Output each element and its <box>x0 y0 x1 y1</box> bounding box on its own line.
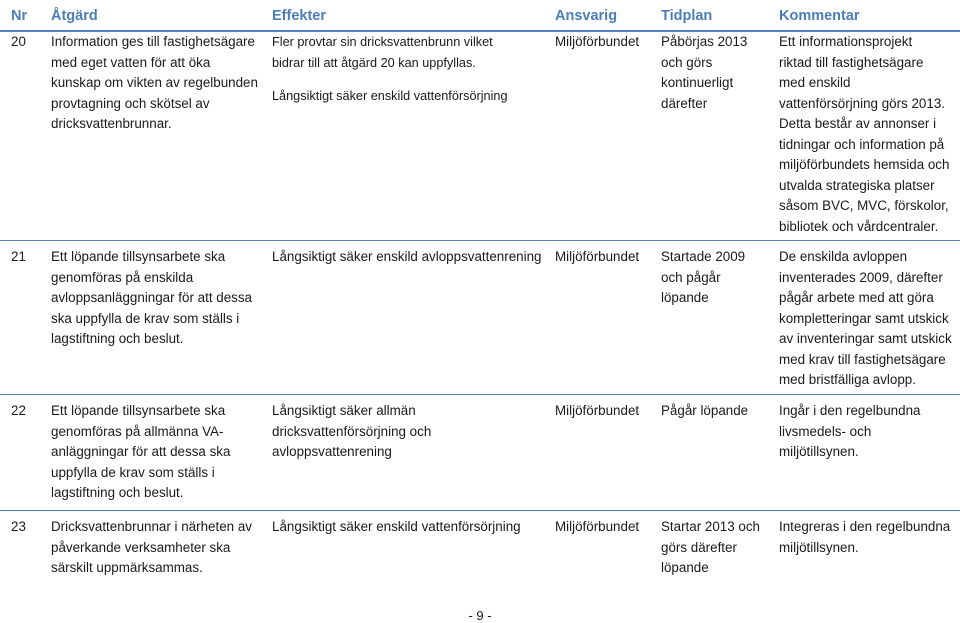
row-divider <box>0 240 960 241</box>
row-kommentar: De enskilda avloppen inventerades 2009, därefter pågår arbete med att göra kompletteringar samt utskick av inventeringar samt utskick med krav till fastighetsägare med bristfälliga avlopp. <box>779 249 952 387</box>
column-header-effekter: Effekter <box>272 8 326 24</box>
row-atgard: Ett löpande tillsynsarbete ska genomföras på allmänna VA- anläggningar för att dessa ska uppfylla de krav som ställs i lagstiftning och beslut. <box>51 403 231 500</box>
row-number: 23 <box>11 519 26 534</box>
row-kommentar: Ett informationsprojekt riktad till fastighetsägare med enskild vattenförsörjning görs 2013. Detta består av annonser i tidningar och information på miljöförbundets hemsida och utvalda strategiska platser såsom BVC, MVC, förskolor, bibliotek och vårdcentraler. <box>779 34 950 234</box>
row-atgard: Dricksvattenbrunnar i närheten av påverkande verksamheter ska särskilt uppmärksammas. <box>51 519 252 575</box>
row-divider <box>0 510 960 511</box>
row-ansvarig: Miljöförbundet <box>555 34 640 49</box>
row-effekter-text-2: Långsiktigt säker enskild vattenförsörjning <box>272 89 508 103</box>
row-effekter <box>272 32 550 107</box>
column-header-tidplan: Tidplan <box>661 8 713 24</box>
row-number: 20 <box>11 34 26 49</box>
table-header <box>0 0 960 32</box>
row-number: 22 <box>11 403 26 418</box>
row-effekter: Långsiktigt säker enskild avloppsvattenrening <box>272 249 542 264</box>
row-kommentar: Integreras i den regelbundna miljötillsynen. <box>779 519 951 555</box>
page-number: - 9 - <box>468 608 492 623</box>
column-header-kommentar: Kommentar <box>779 8 860 24</box>
row-tidplan: Påbörjas 2013 och görs kontinuerligt därefter <box>661 34 748 111</box>
row-divider <box>0 394 960 395</box>
row-effekter-text-1: Fler provtar sin dricksvattenbrunn vilket bidrar till att åtgärd 20 kan uppfyllas. <box>272 35 493 70</box>
row-tidplan: Startade 2009 och pågår löpande <box>661 249 746 305</box>
row-effekter: Långsiktigt säker allmän dricksvattenförsörjning och avloppsvattenrening <box>272 403 432 459</box>
row-ansvarig: Miljöförbundet <box>555 403 640 418</box>
row-ansvarig: Miljöförbundet <box>555 519 640 534</box>
row-atgard: Ett löpande tillsynsarbete ska genomföras på enskilda avloppsanläggningar för att dessa ska uppfylla de krav som ställs i lagstiftning och beslut. <box>51 249 252 346</box>
row-tidplan: Pågår löpande <box>661 403 749 418</box>
row-atgard: Information ges till fastighetsägare med eget vatten för att öka kunskap om vikten av regelbunden provtagning och skötsel av dricksvattenbrunnar. <box>51 34 258 131</box>
row-tidplan: Startar 2013 och görs därefter löpande <box>661 519 761 575</box>
row-ansvarig: Miljöförbundet <box>555 249 640 264</box>
column-header-atgard: Åtgärd <box>51 8 98 24</box>
row-effekter: Långsiktigt säker enskild vattenförsörjning <box>272 519 521 534</box>
column-header-nr: Nr <box>11 8 28 24</box>
row-kommentar: Ingår i den regelbundna livsmedels- och miljötillsynen. <box>779 403 921 459</box>
column-header-ansvarig: Ansvarig <box>555 8 618 24</box>
row-number: 21 <box>11 249 26 264</box>
